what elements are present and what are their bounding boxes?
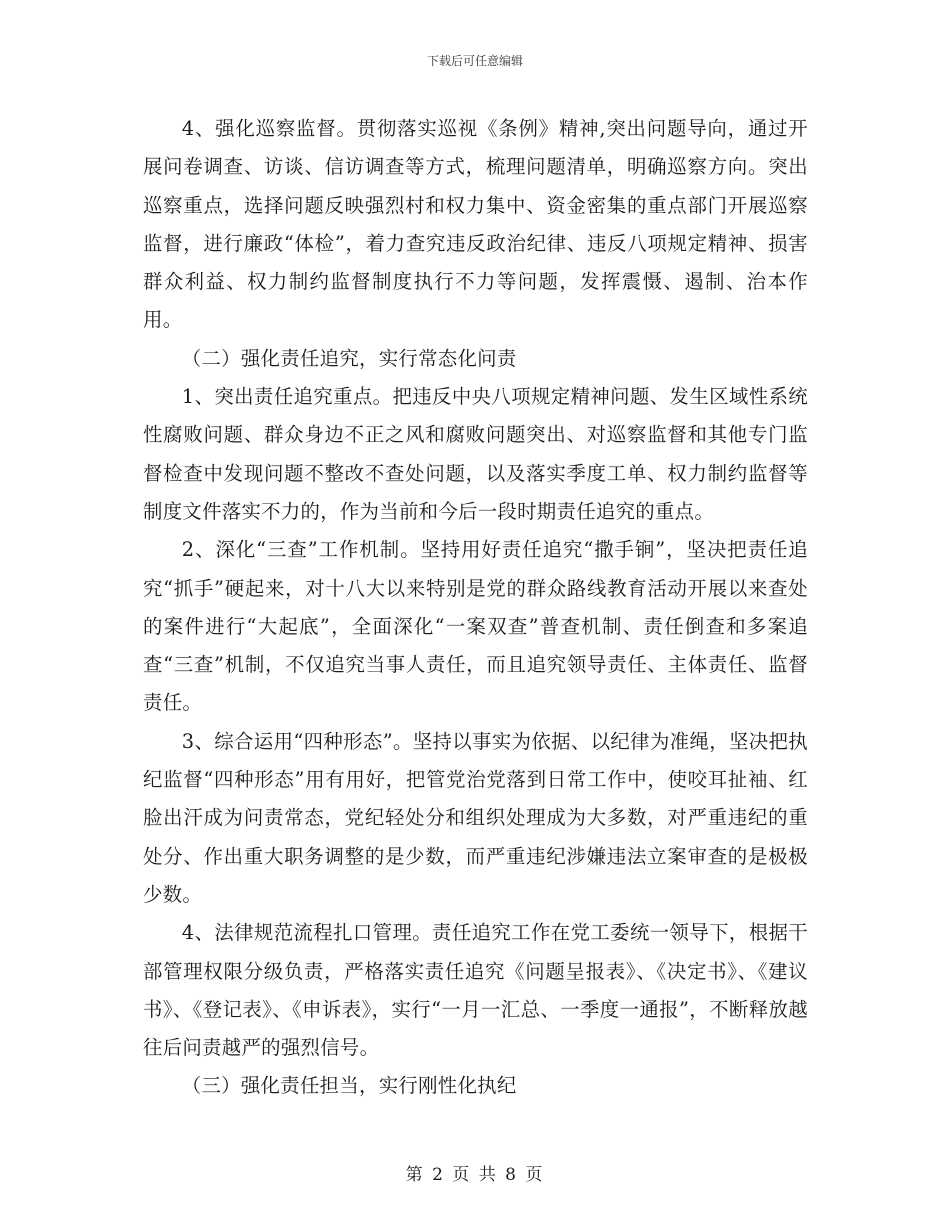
page-header: 下载后可任意编辑 — [426, 54, 523, 68]
paragraph-accountability-focus: 1、突出责任追究重点。把违反中央八项规定精神问题、发生区域性系统性腐败问题、群众身边不正之风和腐败问题突出、对巡察监督和其他专门监督检查中发现问题不整改不查处问题，以及落实季度工单、权力制约监督等制度文件落实不力的，作为当前和今后一段时期责任追究的重点。 — [143, 385, 808, 523]
section-heading-accountability: （二）强化责任追究，实行常态化问责 — [181, 346, 517, 370]
page-number: 第 2 页 共 8 页 — [405, 1165, 545, 1185]
paragraph-three-checks: 2、深化“三查”工作机制。坚持用好责任追究“撒手锏”，坚决把责任追究“抓手”硬起来，对十八大以来特别是党的群众路线教育活动开展以来查处的案件进行“大起底”，全面深化“一案双查”普查机制、责任倒查和多案追查“三查”机制，不仅追究当事人责任，而且追究领导责任、主体责任、监督责任。 — [143, 538, 808, 715]
section-heading-responsibility: （三）强化责任担当，实行刚性化执纪 — [181, 1074, 517, 1098]
paragraph-inspection-supervision: 4、强化巡察监督。贯彻落实巡视《条例》精神,突出问题导向，通过开展问卷调查、访谈、信访调查等方式，梳理问题清单，明确巡察方向。突出巡察重点，选择问题反映强烈村和权力集中、资金密集的重点部门开展巡察监督，进行廉政“体检”，着力查究违反政治纪律、违反八项规定精神、损害群众利益、权力制约监督制度执行不力等问题，发挥震慑、遏制、治本作用。 — [143, 117, 808, 332]
paragraph-four-forms: 3、综合运用“四种形态”。坚持以事实为依据、以纪律为准绳，坚决把执纪监督“四种形态”用有用好，把管党治党落到日常工作中，使咬耳扯袖、红脸出汗成为问责常态，党纪轻处分和组织处理成为大多数，对严重违纪的重处分、作出重大职务调整的是少数，而严重违纪涉嫌违法立案审查的是极极少数。 — [143, 729, 808, 906]
document-body — [143, 110, 808, 1106]
paragraph-process-management: 4、法律规范流程扎口管理。责任追究工作在党工委统一领导下，根据干部管理权限分级负责，严格落实责任追究《问题呈报表》、《决定书》、《建议书》、《登记表》、《申诉表》，实行“一月一汇总、一季度一通报”，不断释放越往后问责越严的强烈信号。 — [143, 921, 808, 1060]
